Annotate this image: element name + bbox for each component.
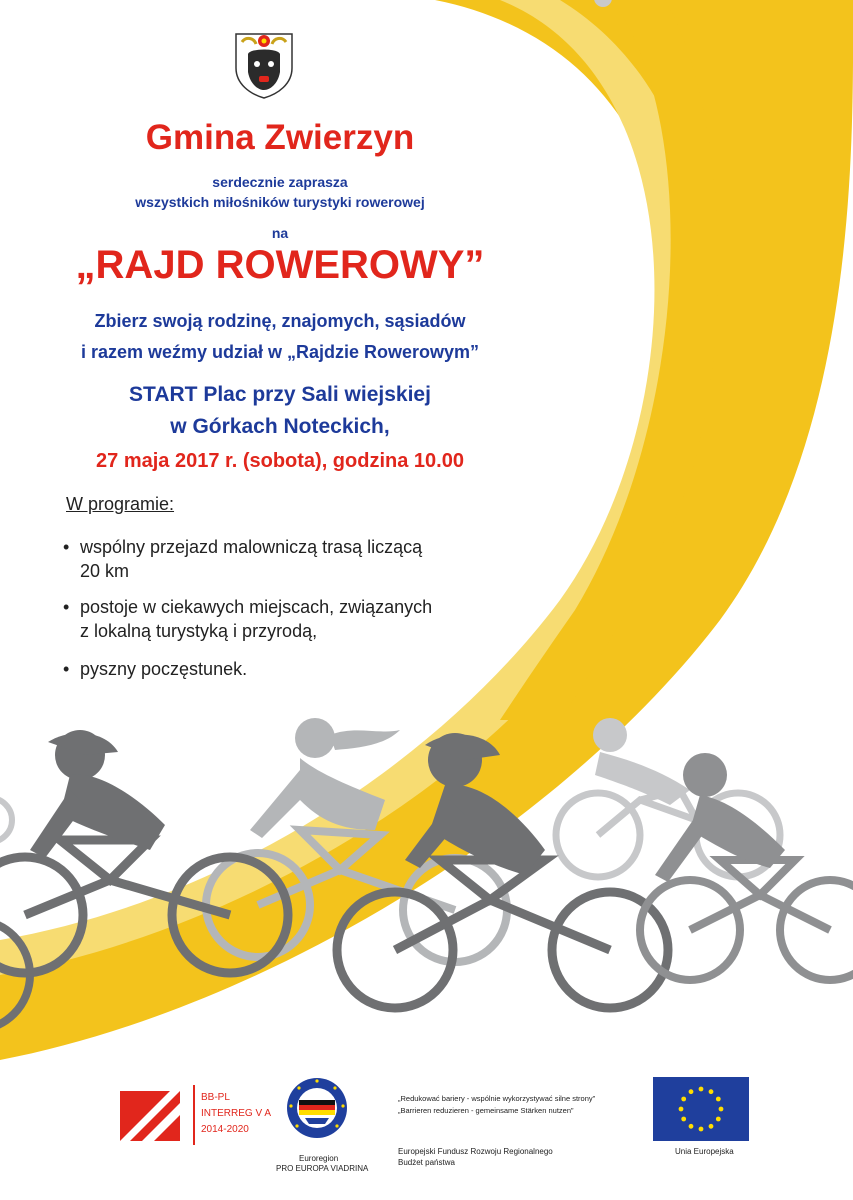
euroregion-text-1: Euroregion <box>299 1154 339 1163</box>
bullet-icon: • <box>63 659 70 679</box>
programme-item-line-1: pyszny poczęstunek. <box>80 659 248 679</box>
programme-heading: W programie: <box>66 494 175 514</box>
bullet-icon: • <box>63 537 70 557</box>
call-line-1: Zbierz swoją rodzinę, znajomych, sąsiadów <box>94 311 466 331</box>
programme-item <box>63 657 247 681</box>
slogan-polish: „Redukować bariery - wspólnie wykorzystywać silne strony” <box>398 1094 596 1103</box>
cyclist-dark-right <box>640 860 853 980</box>
page-title: Gmina Zwierzyn <box>145 118 415 157</box>
interreg-text-3: 2014-2020 <box>201 1124 249 1135</box>
euroregion-text-2: PRO EUROPA VIADRINA <box>276 1164 369 1173</box>
event-date: 27 maja 2017 r. (sobota), godzina 10.00 <box>96 450 464 472</box>
interreg-divider <box>193 1085 195 1145</box>
programme-item-line-1: wspólny przejazd malowniczą trasą liczącą <box>80 537 423 557</box>
euroregion-logo <box>285 1076 349 1140</box>
invitation-line-2: wszystkich miłośników turystyki rowerowej <box>135 194 425 210</box>
eu-flag-icon <box>653 1077 749 1141</box>
start-location-line-2: w Górkach Noteckich, <box>170 415 390 438</box>
programme-item-line-1: postoje w ciekawych miejscach, związanych <box>80 597 433 617</box>
eu-label: Unia Europejska <box>675 1147 734 1156</box>
programme-item-line-2: 20 km <box>80 561 130 581</box>
interreg-text-1: BB-PL <box>201 1092 230 1103</box>
programme-item <box>63 535 422 583</box>
programme-item <box>63 595 432 643</box>
event-name: „RAJD ROWEROWY” <box>75 243 485 287</box>
fund-text-1: Europejski Fundusz Rozwoju Regionalnego <box>398 1147 553 1156</box>
bullet-icon: • <box>63 597 70 617</box>
programme-item-line-2: z lokalną turystyką i przyrodą, <box>80 621 318 641</box>
invitation-na: na <box>271 225 289 241</box>
start-location-line-1: START Plac przy Sali wiejskiej <box>129 383 431 406</box>
invitation-line-1: serdecznie zaprasza <box>212 174 348 190</box>
interreg-logo <box>112 1085 188 1147</box>
call-line-2: i razem weźmy udział w „Rajdzie Rowerowym” <box>80 342 480 362</box>
municipality-crest <box>232 28 296 100</box>
interreg-text-2: INTERREG V A <box>201 1108 272 1119</box>
fund-text-2: Budżet państwa <box>398 1158 455 1167</box>
slogan-german: „Barrieren reduzieren - gemeinsame Stärken nutzen” <box>398 1106 574 1115</box>
